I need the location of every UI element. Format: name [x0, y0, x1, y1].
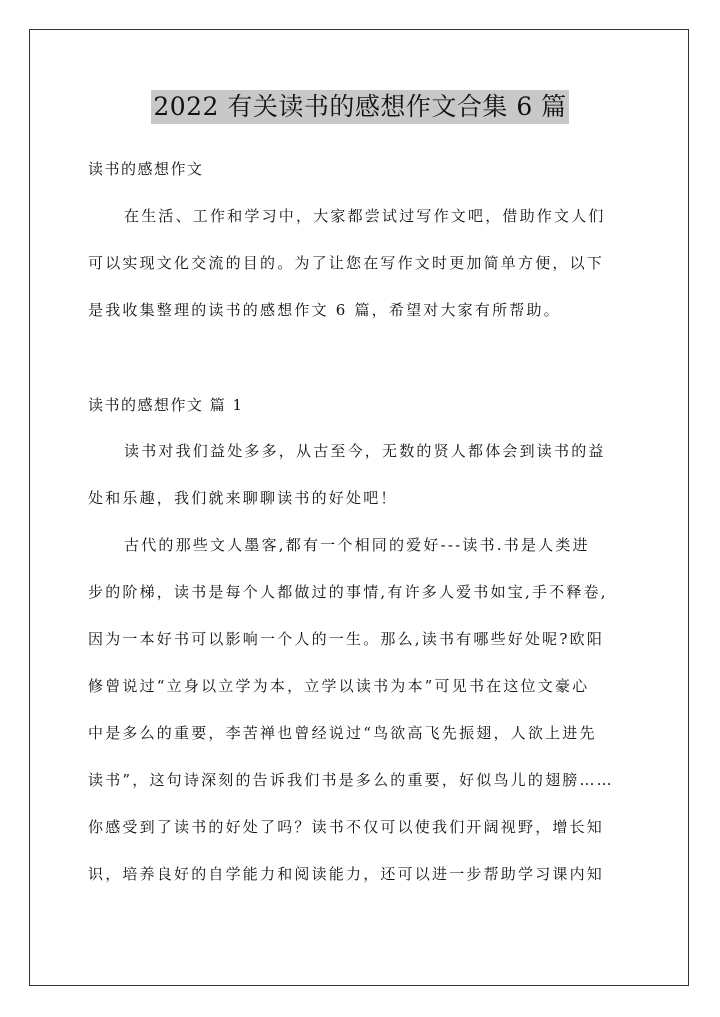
intro-line-3: 是我收集整理的读书的感想作文 6 篇，希望对大家有所帮助。	[88, 301, 561, 319]
essay-p1-line-2: 处和乐趣，我们就来聊聊读书的好处吧！	[88, 489, 398, 507]
essay-p2-line-1: 古代的那些文人墨客,都有一个相同的爱好---读书.书是人类进	[124, 536, 590, 554]
essay-p2-line-2: 步的阶梯，读书是每个人都做过的事情,有许多人爱书如宝,手不释卷,	[88, 583, 608, 601]
intro-line-1: 在生活、工作和学习中，大家都尝试过写作文吧，借助作文人们	[124, 207, 606, 225]
essay-heading: 读书的感想作文 篇 1	[88, 396, 244, 414]
essay-p2-line-7: 你感受到了读书的好处了吗？读书不仅可以使我们开阔视野，增长知	[88, 818, 605, 836]
title-container	[0, 90, 720, 124]
essay-p2-line-3: 因为一本好书可以影响一个人的一生。那么,读书有哪些好处呢?欧阳	[88, 630, 605, 648]
essay-p2-line-6: 读书”，这句诗深刻的告诉我们书是多么的重要，好似鸟儿的翅膀……	[88, 771, 614, 789]
essay-p1-line-1: 读书对我们益处多多，从古至今，无数的贤人都体会到读书的益	[124, 442, 606, 460]
document-title: 2022 有关读书的感想作文合集 6 篇	[151, 90, 568, 124]
essay-p2-line-4: 修曾说过“立身以立学为本，立学以读书为本”可见书在这位文豪心	[88, 677, 590, 695]
essay-p2-line-5: 中是多么的重要，李苦禅也曾经说过“鸟欲高飞先振翅，人欲上进先	[88, 724, 597, 742]
intro-line-2: 可以实现文化交流的目的。为了让您在写作文时更加简单方便，以下	[88, 254, 605, 272]
section-heading: 读书的感想作文	[88, 160, 204, 178]
essay-p2-line-8: 识，培养良好的自学能力和阅读能力，还可以进一步帮助学习课内知	[88, 865, 605, 883]
